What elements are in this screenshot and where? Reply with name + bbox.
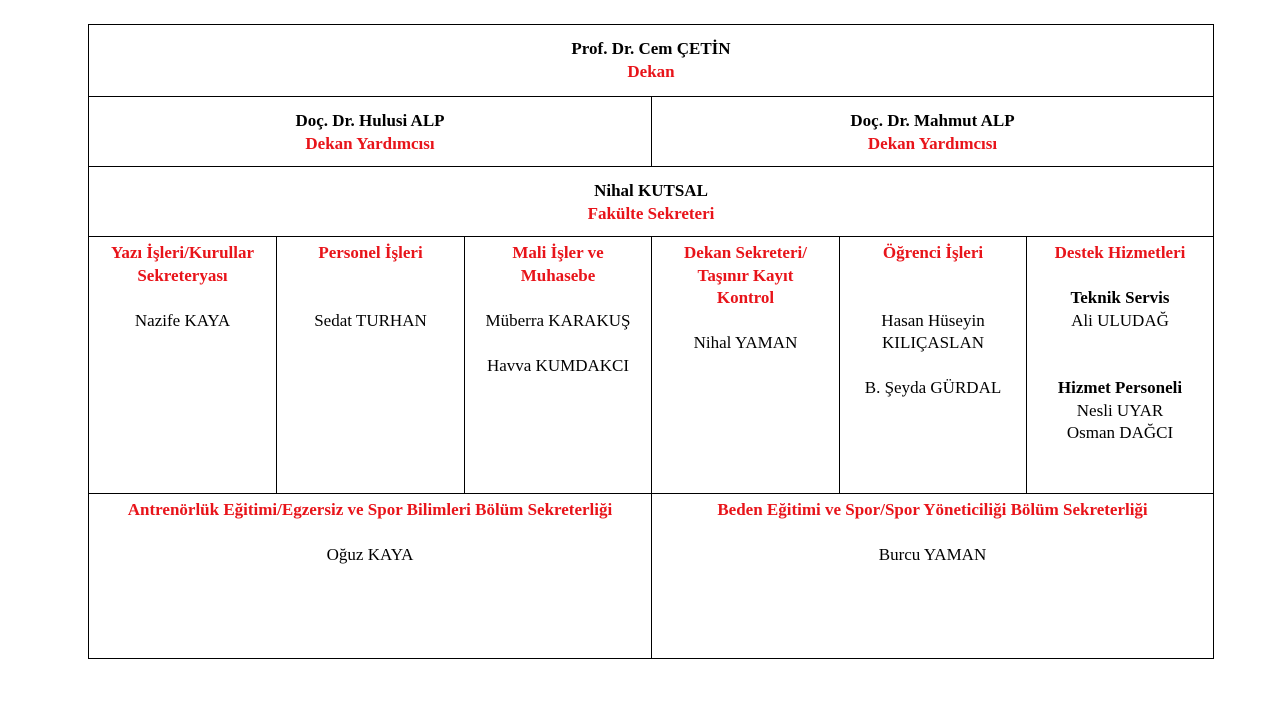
unit-cell-writing-affairs <box>89 237 276 493</box>
secretary-title: Fakülte Sekreteri <box>587 203 715 223</box>
vice-dean-row <box>89 96 1213 166</box>
unit-title-line: Öğrenci İşleri <box>882 243 984 262</box>
dean-title: Dekan <box>627 61 675 81</box>
unit-title-line: Dekan Sekreteri/ <box>684 243 807 262</box>
org-chart-table <box>88 24 1214 659</box>
secretary-row <box>89 166 1213 236</box>
unit-person: Hasan Hüseyin <box>881 310 985 330</box>
unit-person: B. Şeyda GÜRDAL <box>864 378 1002 397</box>
secretary-name: Nihal KUTSAL <box>594 181 708 200</box>
vice-dean-title: Dekan Yardımcısı <box>867 133 998 153</box>
unit-person: Havva KUMDAKCI <box>486 355 630 375</box>
unit-person: Nesli UYAR <box>1076 400 1164 420</box>
unit-title-line: Kontrol <box>716 288 775 307</box>
unit-cell-support-services <box>1026 237 1213 493</box>
dean-cell <box>89 25 1213 96</box>
vice-dean-name: Doç. Dr. Hulusi ALP <box>295 111 445 130</box>
vice-dean-cell-2 <box>651 97 1213 166</box>
unit-cell-personnel <box>276 237 464 493</box>
unit-person: Ali ULUDAĞ <box>1071 310 1169 330</box>
unit-title-line: Taşınır Kayıt <box>697 265 794 285</box>
unit-cell-student-affairs <box>839 237 1026 493</box>
department-cell-2 <box>651 494 1213 658</box>
unit-title-line: Personel İşleri <box>318 243 423 262</box>
department-person: Oğuz KAYA <box>326 545 414 564</box>
dean-row <box>89 25 1213 96</box>
unit-person: Müberra KARAKUŞ <box>485 310 631 330</box>
unit-person: Nihal YAMAN <box>693 333 798 352</box>
unit-person: KILIÇASLAN <box>882 333 984 352</box>
unit-person: Nazife KAYA <box>134 310 231 330</box>
unit-person: Sedat TURHAN <box>314 310 427 330</box>
unit-title-line: Yazı İşleri/Kurullar <box>110 243 255 262</box>
department-cell-1 <box>89 494 651 658</box>
secretary-cell <box>89 167 1213 236</box>
department-title: Antrenörlük Eğitimi/Egzersiz ve Spor Bilimleri Bölüm Sekreterliği <box>127 500 613 519</box>
vice-dean-name: Doç. Dr. Mahmut ALP <box>850 111 1015 130</box>
subgroup-label: Teknik Servis <box>1070 288 1170 307</box>
subgroup-label: Hizmet Personeli <box>1057 378 1183 397</box>
unit-title-line: Muhasebe <box>520 265 596 285</box>
unit-title-line: Destek Hizmetleri <box>1054 243 1186 262</box>
units-row <box>89 236 1213 493</box>
unit-cell-dean-secretary <box>651 237 839 493</box>
unit-title-line: Sekreteryası <box>137 265 228 285</box>
department-row <box>89 493 1213 658</box>
department-title: Beden Eğitimi ve Spor/Spor Yöneticiliği Bölüm Sekreterliği <box>717 500 1148 519</box>
dean-name: Prof. Dr. Cem ÇETİN <box>571 39 731 58</box>
unit-person: Osman DAĞCI <box>1066 423 1174 442</box>
unit-title-line: Mali İşler ve <box>512 243 604 262</box>
vice-dean-title: Dekan Yardımcısı <box>305 133 435 153</box>
unit-cell-finance <box>464 237 651 493</box>
department-person: Burcu YAMAN <box>878 545 987 564</box>
vice-dean-cell-1 <box>89 97 651 166</box>
